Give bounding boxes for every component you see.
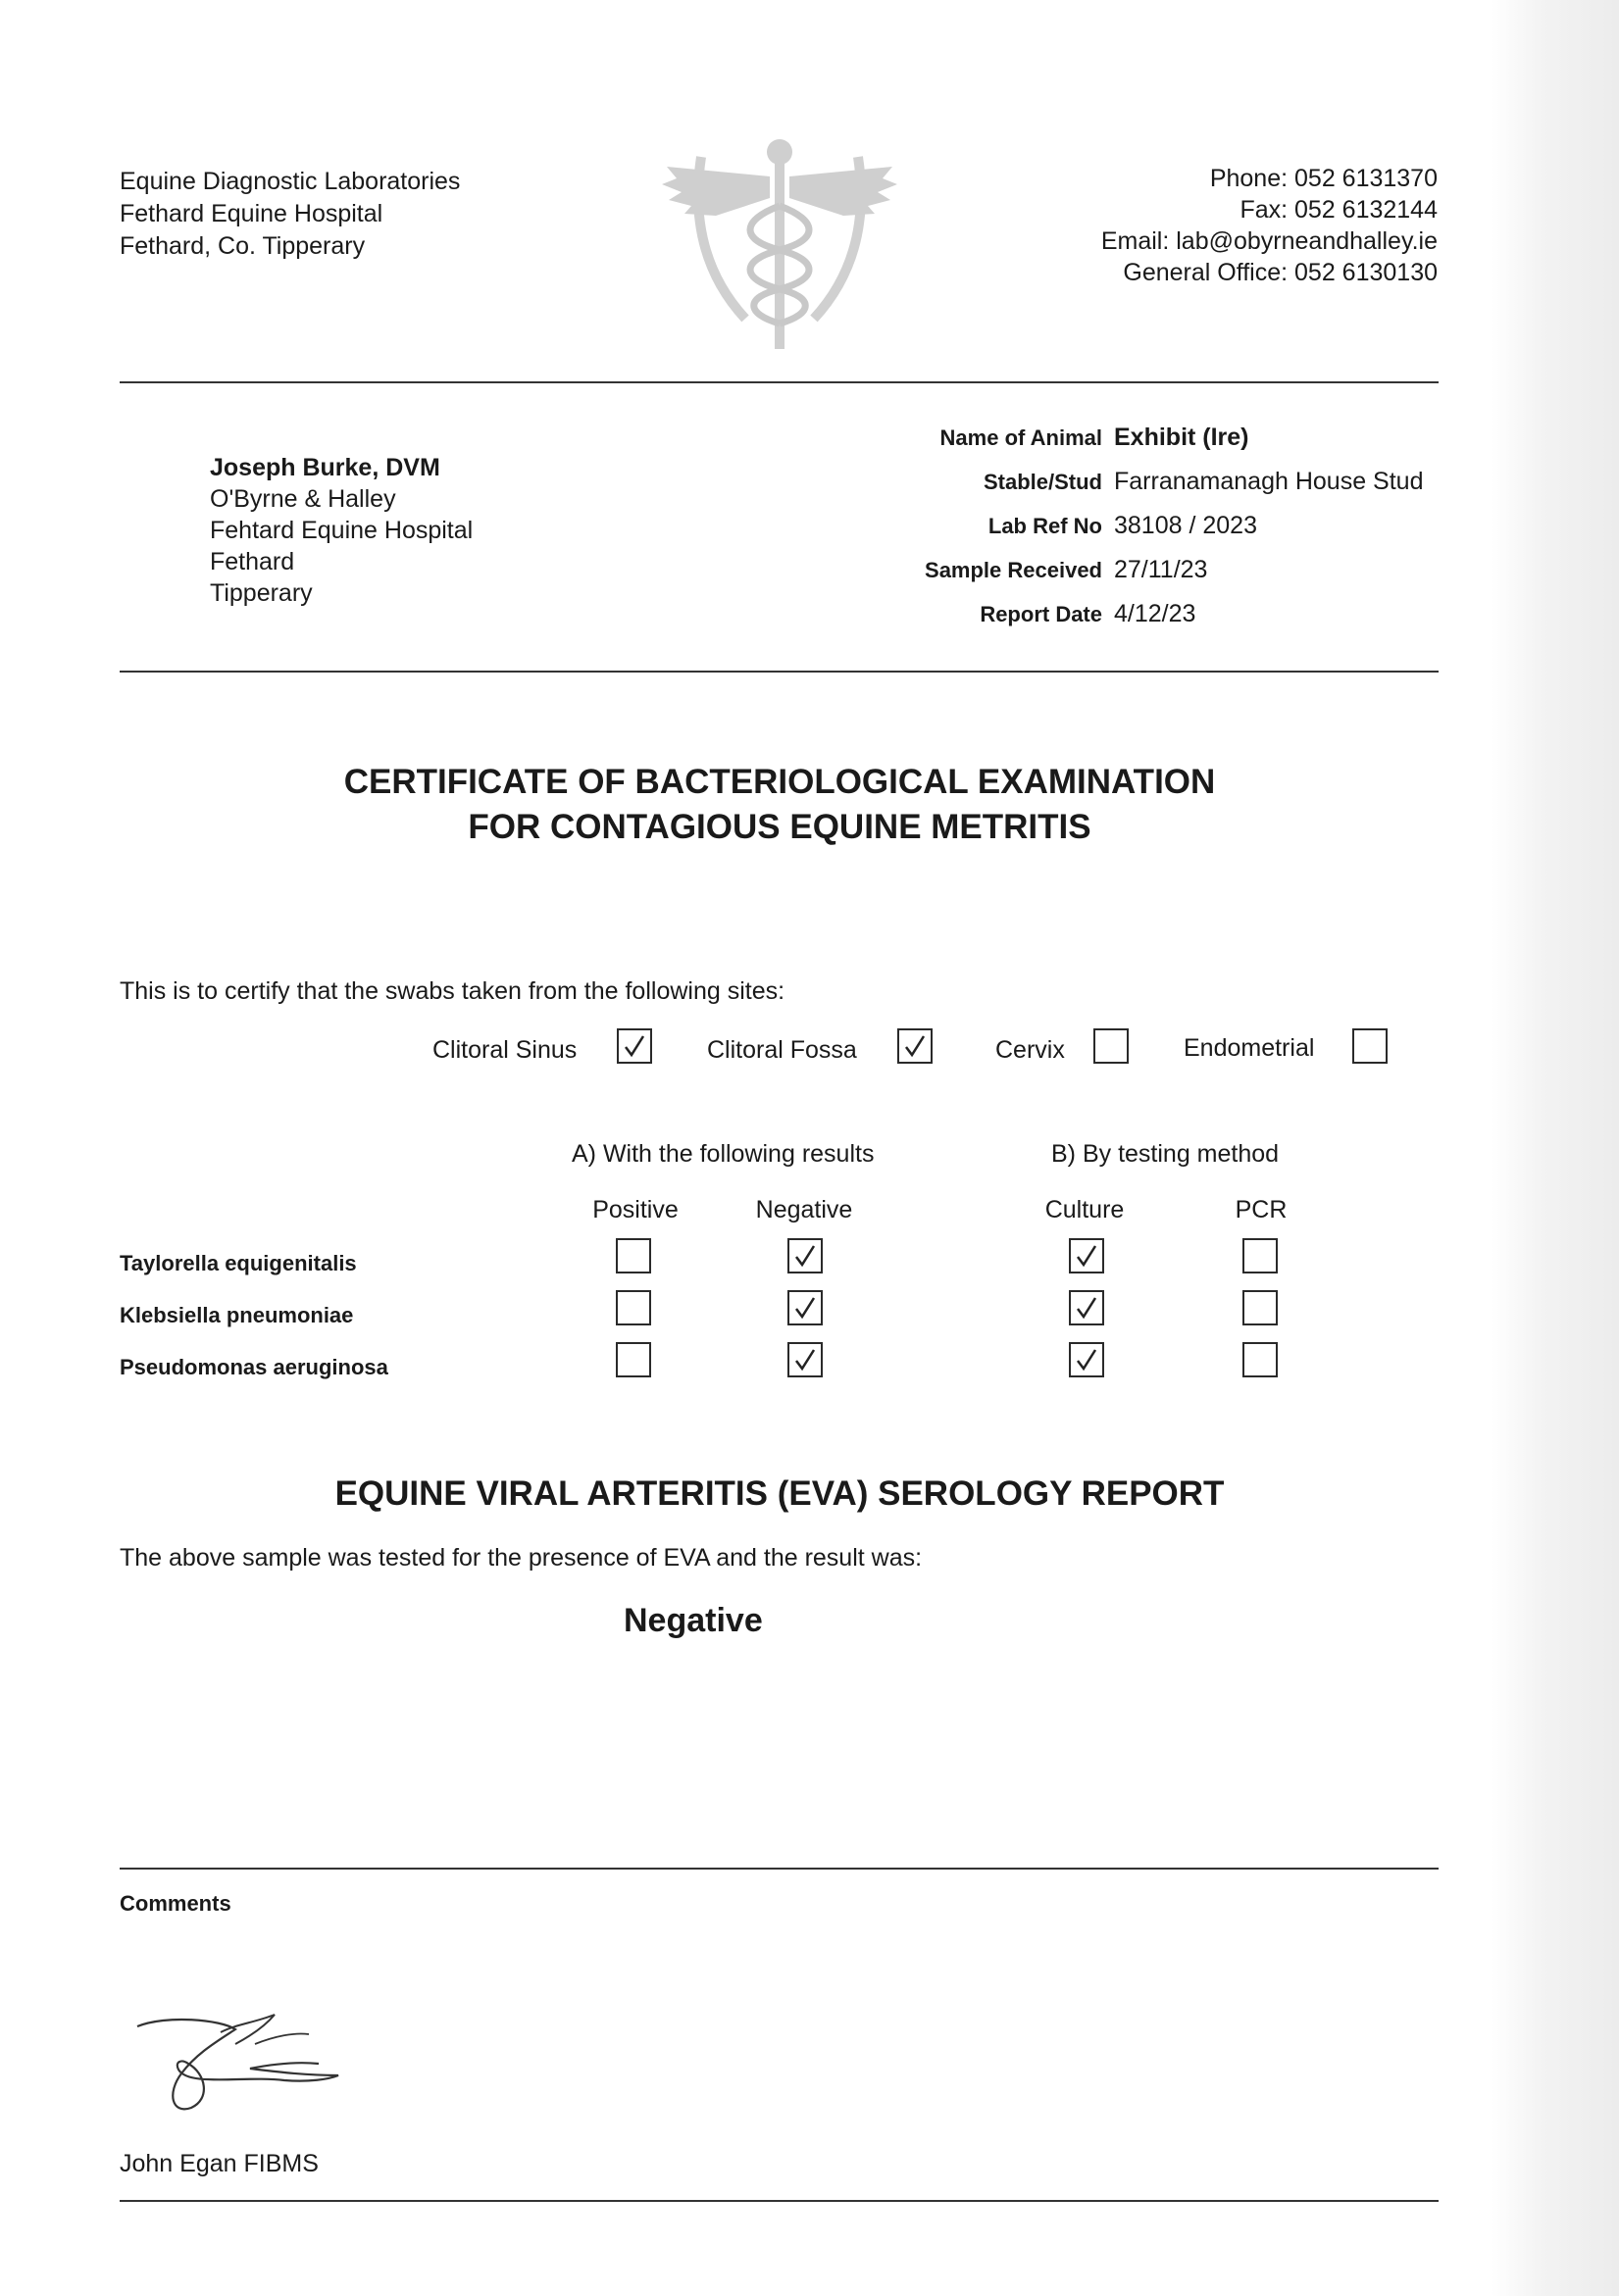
- site-label: Cervix: [995, 1036, 1065, 1064]
- result-checkbox-positive[interactable]: [616, 1238, 651, 1273]
- result-checkbox-negative[interactable]: [787, 1238, 823, 1273]
- info-row-report-date: [863, 600, 1195, 635]
- column-header-culture: Culture: [1044, 1196, 1125, 1223]
- vet-town: Fethard: [210, 548, 295, 575]
- fax: Fax: 052 6132144: [1240, 196, 1438, 224]
- page-edge-shadow: [1491, 0, 1619, 2296]
- checkmark-icon: [790, 1241, 820, 1271]
- checkmark-icon: [1072, 1293, 1101, 1323]
- organism-name: Pseudomonas aeruginosa: [120, 1355, 388, 1379]
- result-checkbox-positive[interactable]: [616, 1342, 651, 1377]
- column-header-pcr: PCR: [1235, 1196, 1288, 1223]
- checkmark-icon: [790, 1345, 820, 1374]
- caduceus-logo-icon: [647, 137, 912, 358]
- site-checkbox-clitoral-fossa[interactable]: [897, 1028, 933, 1064]
- info-row-animal: [863, 424, 1249, 459]
- vet-name: Joseph Burke, DVM: [210, 454, 440, 481]
- signature-image: [127, 2005, 353, 2118]
- method-checkbox-culture[interactable]: [1069, 1238, 1104, 1273]
- info-value: 4/12/23: [1114, 600, 1196, 627]
- info-value: 27/11/23: [1114, 556, 1208, 583]
- header-divider: [120, 381, 1439, 383]
- eva-title: EQUINE VIRAL ARTERITIS (EVA) SEROLOGY REPORT: [334, 1474, 1225, 1513]
- checkmark-icon: [900, 1031, 930, 1061]
- site-checkbox-cervix[interactable]: [1093, 1028, 1129, 1064]
- method-checkbox-pcr[interactable]: [1242, 1290, 1278, 1325]
- info-label: Name of Animal: [939, 425, 1102, 450]
- vet-practice: O'Byrne & Halley: [210, 485, 396, 513]
- general-office: General Office: 052 6130130: [1123, 259, 1438, 286]
- lab-name: Equine Diagnostic Laboratories: [120, 168, 461, 195]
- certificate-title-line1: CERTIFICATE OF BACTERIOLOGICAL EXAMINATION: [343, 763, 1216, 801]
- comments-label: Comments: [120, 1891, 231, 1916]
- section-b-heading: B) By testing method: [1051, 1140, 1280, 1168]
- signatory-name: John Egan FIBMS: [120, 2150, 319, 2177]
- column-header-negative: Negative: [755, 1196, 853, 1223]
- site-label: Clitoral Fossa: [707, 1036, 857, 1064]
- checkmark-icon: [620, 1031, 649, 1061]
- organism-name: Klebsiella pneumoniae: [120, 1303, 354, 1327]
- info-value: 38108 / 2023: [1114, 512, 1257, 539]
- info-row-received: [863, 556, 1207, 591]
- lab-town: Fethard, Co. Tipperary: [120, 232, 366, 260]
- method-checkbox-pcr[interactable]: [1242, 1342, 1278, 1377]
- phone: Phone: 052 6131370: [1209, 165, 1438, 192]
- info-label: Sample Received: [925, 558, 1102, 582]
- lab-contacts: [1101, 163, 1438, 288]
- info-divider: [120, 671, 1439, 673]
- vet-county: Tipperary: [210, 579, 313, 607]
- site-label: Endometrial: [1184, 1034, 1315, 1062]
- lab-hospital: Fethard Equine Hospital: [120, 200, 383, 227]
- info-label: Report Date: [980, 602, 1102, 626]
- info-row-stable: [863, 468, 1423, 503]
- footer-divider: [120, 2200, 1439, 2202]
- comments-divider: [120, 1868, 1439, 1870]
- lab-address: [120, 166, 460, 263]
- method-checkbox-pcr[interactable]: [1242, 1238, 1278, 1273]
- site-label: Clitoral Sinus: [432, 1036, 578, 1064]
- result-checkbox-negative[interactable]: [787, 1342, 823, 1377]
- result-checkbox-negative[interactable]: [787, 1290, 823, 1325]
- checkmark-icon: [790, 1293, 820, 1323]
- result-checkbox-positive[interactable]: [616, 1290, 651, 1325]
- info-label: Stable/Stud: [983, 470, 1102, 494]
- certificate-title-line2: FOR CONTAGIOUS EQUINE METRITIS: [468, 808, 1091, 846]
- vet-address: [210, 452, 473, 609]
- eva-statement: The above sample was tested for the presence of EVA and the result was:: [120, 1544, 923, 1572]
- eva-result: Negative: [624, 1602, 763, 1639]
- organism-name: Taylorella equigenitalis: [120, 1251, 357, 1275]
- site-checkbox-endometrial[interactable]: [1352, 1028, 1388, 1064]
- vet-hospital: Fehtard Equine Hospital: [210, 517, 474, 544]
- section-a-heading: A) With the following results: [572, 1140, 875, 1168]
- certificate-title: [0, 760, 1559, 850]
- email: Email: lab@obyrneandhalley.ie: [1100, 227, 1438, 255]
- checkmark-icon: [1072, 1345, 1101, 1374]
- info-row-lab-ref: [863, 512, 1257, 547]
- info-value: Exhibit (Ire): [1114, 424, 1249, 451]
- method-checkbox-culture[interactable]: [1069, 1290, 1104, 1325]
- certify-intro: This is to certify that the swabs taken from the following sites:: [120, 977, 785, 1005]
- site-checkbox-clitoral-sinus[interactable]: [617, 1028, 652, 1064]
- info-value: Farranamanagh House Stud: [1114, 468, 1424, 495]
- method-checkbox-culture[interactable]: [1069, 1342, 1104, 1377]
- checkmark-icon: [1072, 1241, 1101, 1271]
- column-header-positive: Positive: [592, 1196, 679, 1223]
- info-label: Lab Ref No: [987, 514, 1102, 538]
